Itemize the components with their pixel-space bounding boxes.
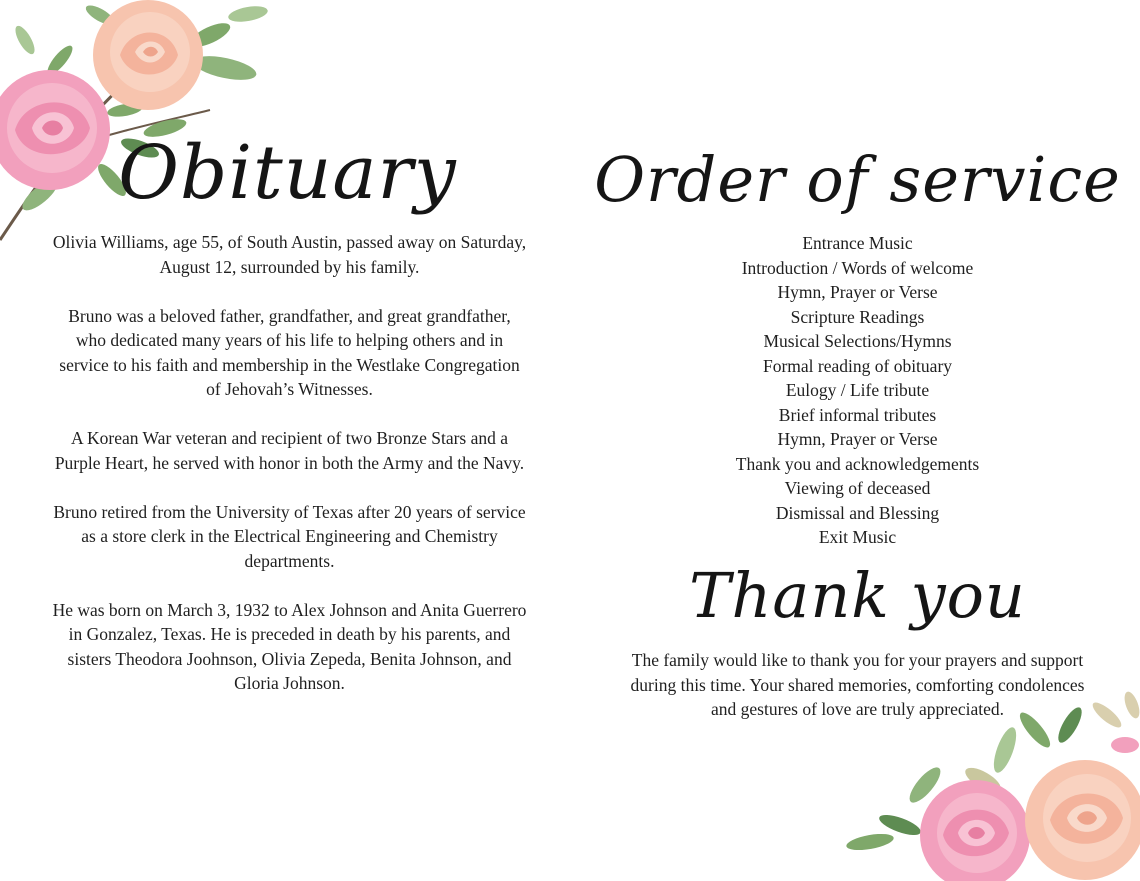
order-of-service-list [575, 231, 1140, 550]
obituary-paragraph: Bruno retired from the University of Texas after 20 years of service as a store clerk in the Electrical Engineering and Chemistry departments. [53, 501, 526, 571]
order-of-service-title: Order of service [594, 143, 1121, 216]
obituary-body [52, 230, 527, 720]
obituary-paragraph: A Korean War veteran and recipient of two Bronze Stars and a Purple Heart, he served with honor in both the Army and the Navy. [54, 428, 525, 473]
service-item: Scripture Readings [790, 306, 925, 327]
service-item: Eulogy / Life tribute [785, 380, 930, 400]
service-item: Brief informal tributes [778, 404, 937, 425]
thank-you-title: Thank you [689, 559, 1026, 632]
service-item: Introduction / Words of welcome [741, 257, 974, 278]
service-item: Formal reading of obituary [762, 355, 953, 376]
service-item: Thank you and acknowledgements [735, 453, 980, 474]
obituary-paragraph: Bruno was a beloved father, grandfather, and great grandfather, who dedicated many years of his life to helping others and in service to his faith and membership in the Westlake Congregation of Jehovah’s Witnesses. [59, 305, 520, 399]
service-item: Musical Selections/Hymns [763, 331, 952, 351]
service-item: Hymn, Prayer or Verse [777, 282, 938, 302]
service-item: Viewing of deceased [784, 478, 931, 498]
obituary-title: Obituary [118, 130, 457, 216]
service-page [575, 0, 1140, 881]
service-item: Exit Music [818, 527, 897, 547]
service-item: Hymn, Prayer or Verse [777, 429, 938, 449]
obituary-paragraph: Olivia Williams, age 55, of South Austin, passed away on Saturday, August 12, surrounded by his family. [52, 232, 527, 277]
obituary-paragraph: He was born on March 3, 1932 to Alex Johnson and Anita Guerrero in Gonzalez, Texas. He is preceded in death by his parents, and sisters Theodora Joohnson, Olivia Zepeda, Benita Johnson, and Gloria Johnson. [52, 599, 527, 693]
service-item: Dismissal and Blessing [775, 502, 940, 523]
thank-you-message: The family would like to thank you for your prayers and support during this time. Your shared memories, comforting condolences and gestures of love are truly appreciated. [630, 650, 1085, 719]
service-item: Entrance Music [802, 233, 913, 253]
